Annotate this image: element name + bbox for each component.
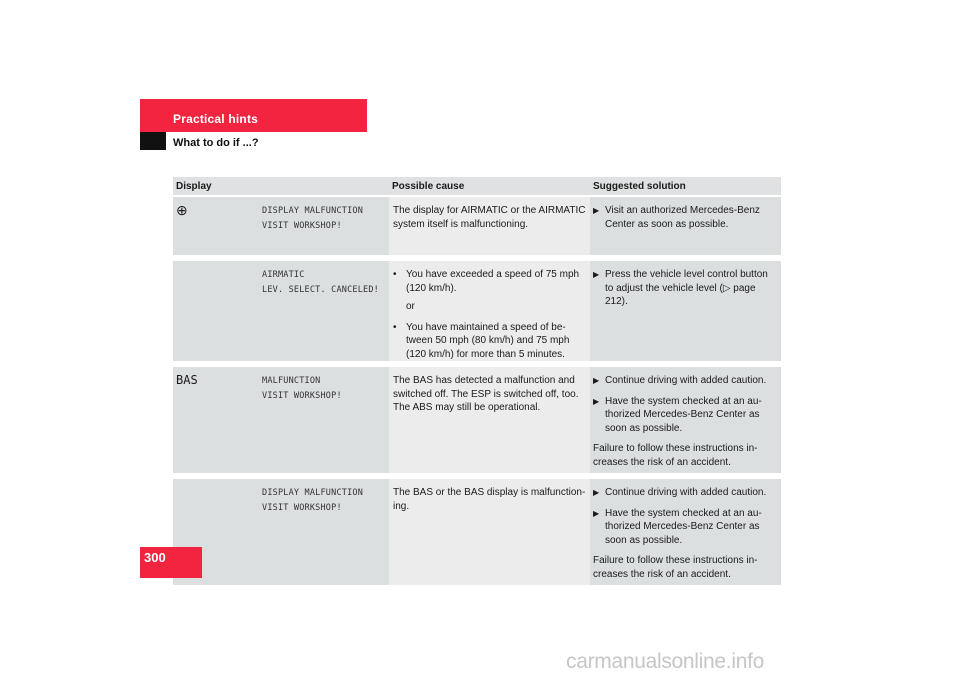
car-level-icon: ⊕ bbox=[176, 202, 188, 218]
cause-text: The BAS has detected a malfunction and switched off. The ESP is switched off, too. The ABS may still be operational. bbox=[393, 375, 579, 413]
arrow-right-icon: ▶ bbox=[593, 396, 600, 406]
display-message-line: VISIT WORKSHOP! bbox=[262, 221, 342, 231]
solution-step: Have the system checked at an au-thorized Mercedes-Benz Center as soon as possible. bbox=[605, 507, 762, 546]
solution-step: Visit an authorized Mercedes-Benz Center as soon as possible. bbox=[605, 205, 760, 230]
table-row bbox=[173, 196, 781, 258]
table-header-row bbox=[173, 177, 781, 196]
warning-text: Failure to follow these instructions in-creases the risk of an accident. bbox=[593, 555, 758, 580]
table-row bbox=[173, 476, 781, 585]
column-header-solution: Suggested solution bbox=[590, 177, 781, 196]
display-message-line: LEV. SELECT. CANCELED! bbox=[262, 285, 379, 295]
display-cell bbox=[173, 258, 389, 364]
solution-cell bbox=[590, 364, 781, 476]
cause-cell bbox=[389, 476, 590, 585]
cause-bullet: You have exceeded a speed of 75 mph (120 km/h). bbox=[406, 269, 580, 294]
display-message-line: VISIT WORKSHOP! bbox=[262, 503, 342, 513]
cause-cell bbox=[389, 196, 590, 258]
page-number: 300 bbox=[140, 547, 202, 578]
cause-bullet: You have maintained a speed of be-tween 50 mph (80 km/h) and 75 mph (120 km/h) for more than 5 minutes. bbox=[406, 321, 570, 360]
cause-text: The BAS or the BAS display is malfunction-ing. bbox=[393, 487, 586, 512]
table-row bbox=[173, 364, 781, 476]
arrow-right-icon: ▶ bbox=[593, 206, 600, 215]
arrow-right-icon: ▶ bbox=[593, 376, 600, 385]
solution-step: Press the vehicle level control button to adjust the vehicle level (▷ page 212). bbox=[605, 269, 768, 307]
column-header-cause: Possible cause bbox=[389, 177, 590, 196]
watermark: carmanualsonline.info bbox=[566, 650, 764, 673]
display-message-line: VISIT WORKSHOP! bbox=[262, 391, 342, 401]
display-cell bbox=[173, 364, 389, 476]
solution-cell bbox=[590, 258, 781, 364]
display-message-line: AIRMATIC bbox=[262, 270, 305, 280]
display-cell bbox=[173, 196, 389, 258]
solution-cell bbox=[590, 196, 781, 258]
arrow-right-icon: ▶ bbox=[593, 270, 600, 279]
bullet-icon: • bbox=[393, 321, 397, 333]
cause-cell bbox=[389, 258, 590, 364]
section-tab bbox=[140, 99, 367, 132]
display-message-line: DISPLAY MALFUNCTION bbox=[262, 206, 364, 216]
solution-step: Have the system checked at an au-thorized Mercedes-Benz Center as soon as possible. bbox=[605, 395, 762, 434]
display-message-line: DISPLAY MALFUNCTION bbox=[262, 488, 364, 498]
display-message-line: MALFUNCTION bbox=[262, 376, 321, 386]
cause-text: The display for AIRMATIC or the AIRMATIC system itself is malfunctioning. bbox=[393, 205, 586, 230]
warning-text: Failure to follow these instructions in-creases the risk of an accident. bbox=[593, 443, 758, 468]
bullet-icon: • bbox=[393, 269, 397, 280]
cause-cell bbox=[389, 364, 590, 476]
table-row bbox=[173, 258, 781, 364]
hints-table bbox=[173, 177, 781, 585]
arrow-right-icon: ▶ bbox=[593, 488, 600, 497]
section-marker bbox=[140, 132, 166, 150]
solution-step: Continue driving with added caution. bbox=[605, 375, 767, 386]
bas-label: BAS bbox=[176, 373, 198, 387]
page-subtitle: What to do if ...? bbox=[173, 137, 259, 149]
display-cell bbox=[173, 476, 389, 585]
section-title: Practical hints bbox=[173, 112, 259, 126]
solution-step: Continue driving with added caution. bbox=[605, 487, 767, 498]
arrow-right-icon: ▶ bbox=[593, 508, 600, 518]
column-header-display: Display bbox=[173, 177, 389, 196]
or-text: or bbox=[406, 301, 415, 312]
solution-cell bbox=[590, 476, 781, 585]
